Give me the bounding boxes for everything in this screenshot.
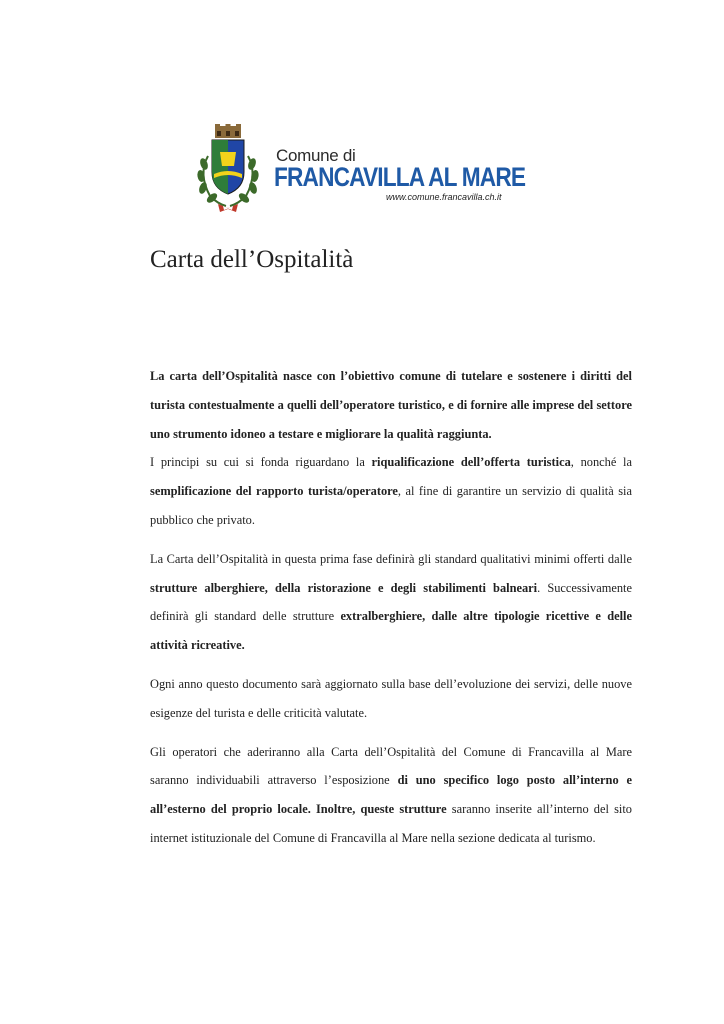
- text-span: . Successivamente definirà gli standard delle strutture: [150, 580, 632, 624]
- document-body: [150, 362, 632, 853]
- coat-of-arms-icon: [190, 122, 268, 214]
- text-span: I principi su cui si fonda riguardano la: [150, 455, 372, 470]
- text-span: , nonché la: [570, 455, 632, 470]
- logo-line2: FRANCAVILLA AL MARE: [274, 162, 526, 192]
- text-span: Gli operatori che aderiranno alla Carta dell’Ospitalità del Comune di Francavilla al Mare saranno individuabili attraverso l’esposizione: [150, 744, 632, 788]
- text-span-bold: extralberghiere, dalle altre tipologie ricettive e delle attività ricreative.: [150, 609, 632, 653]
- paragraph-updates: [150, 670, 632, 728]
- logo-line1: Comune di: [276, 146, 356, 165]
- document-title: Carta dell’Ospitalità: [150, 246, 354, 273]
- text-span: La Carta dell’Ospitalità in questa prima fase definirà gli standard qualitativi minimi offerti dalle: [150, 551, 632, 566]
- text-span-bold: strutture alberghiere, della ristorazione e degli stabilimenti balneari: [150, 580, 538, 595]
- text-span: La carta dell’Ospitalità nasce con l’obiettivo comune di tutelare e sostenere i diritti del turista contestualmente a quelli dell’operatore turistico, e di fornire alle imprese del settore uno strumento idoneo a testare e migliorare la qualità raggiunta.: [150, 369, 632, 441]
- text-span-bold: semplificazione del rapporto turista/operatore: [150, 484, 398, 499]
- municipality-logo: [190, 122, 530, 214]
- paragraph-intro: [150, 362, 632, 448]
- logo-url: www.comune.francavilla.ch.it: [386, 192, 502, 202]
- paragraph-principles: [150, 448, 632, 534]
- paragraph-operators: [150, 738, 632, 853]
- paragraph-standards: [150, 545, 632, 660]
- text-span-bold: riqualificazione dell’offerta turistica: [371, 455, 571, 470]
- text-span: saranno inserite all’interno del sito internet istituzionale del Comune di Francavilla al Mare nella sezione dedicata al turismo.: [150, 802, 633, 845]
- text-span-bold: di uno specifico logo posto all’interno e all’esterno del proprio locale. Inoltre, queste strutture: [150, 773, 632, 817]
- text-span: Ogni anno questo documento sarà aggiornato sulla base dell’evoluzione dei servizi, delle nuove esigenze del turista e delle criticità valutate.: [150, 676, 632, 720]
- text-span: , al fine di garantire un servizio di qualità sia pubblico che privato.: [150, 484, 632, 527]
